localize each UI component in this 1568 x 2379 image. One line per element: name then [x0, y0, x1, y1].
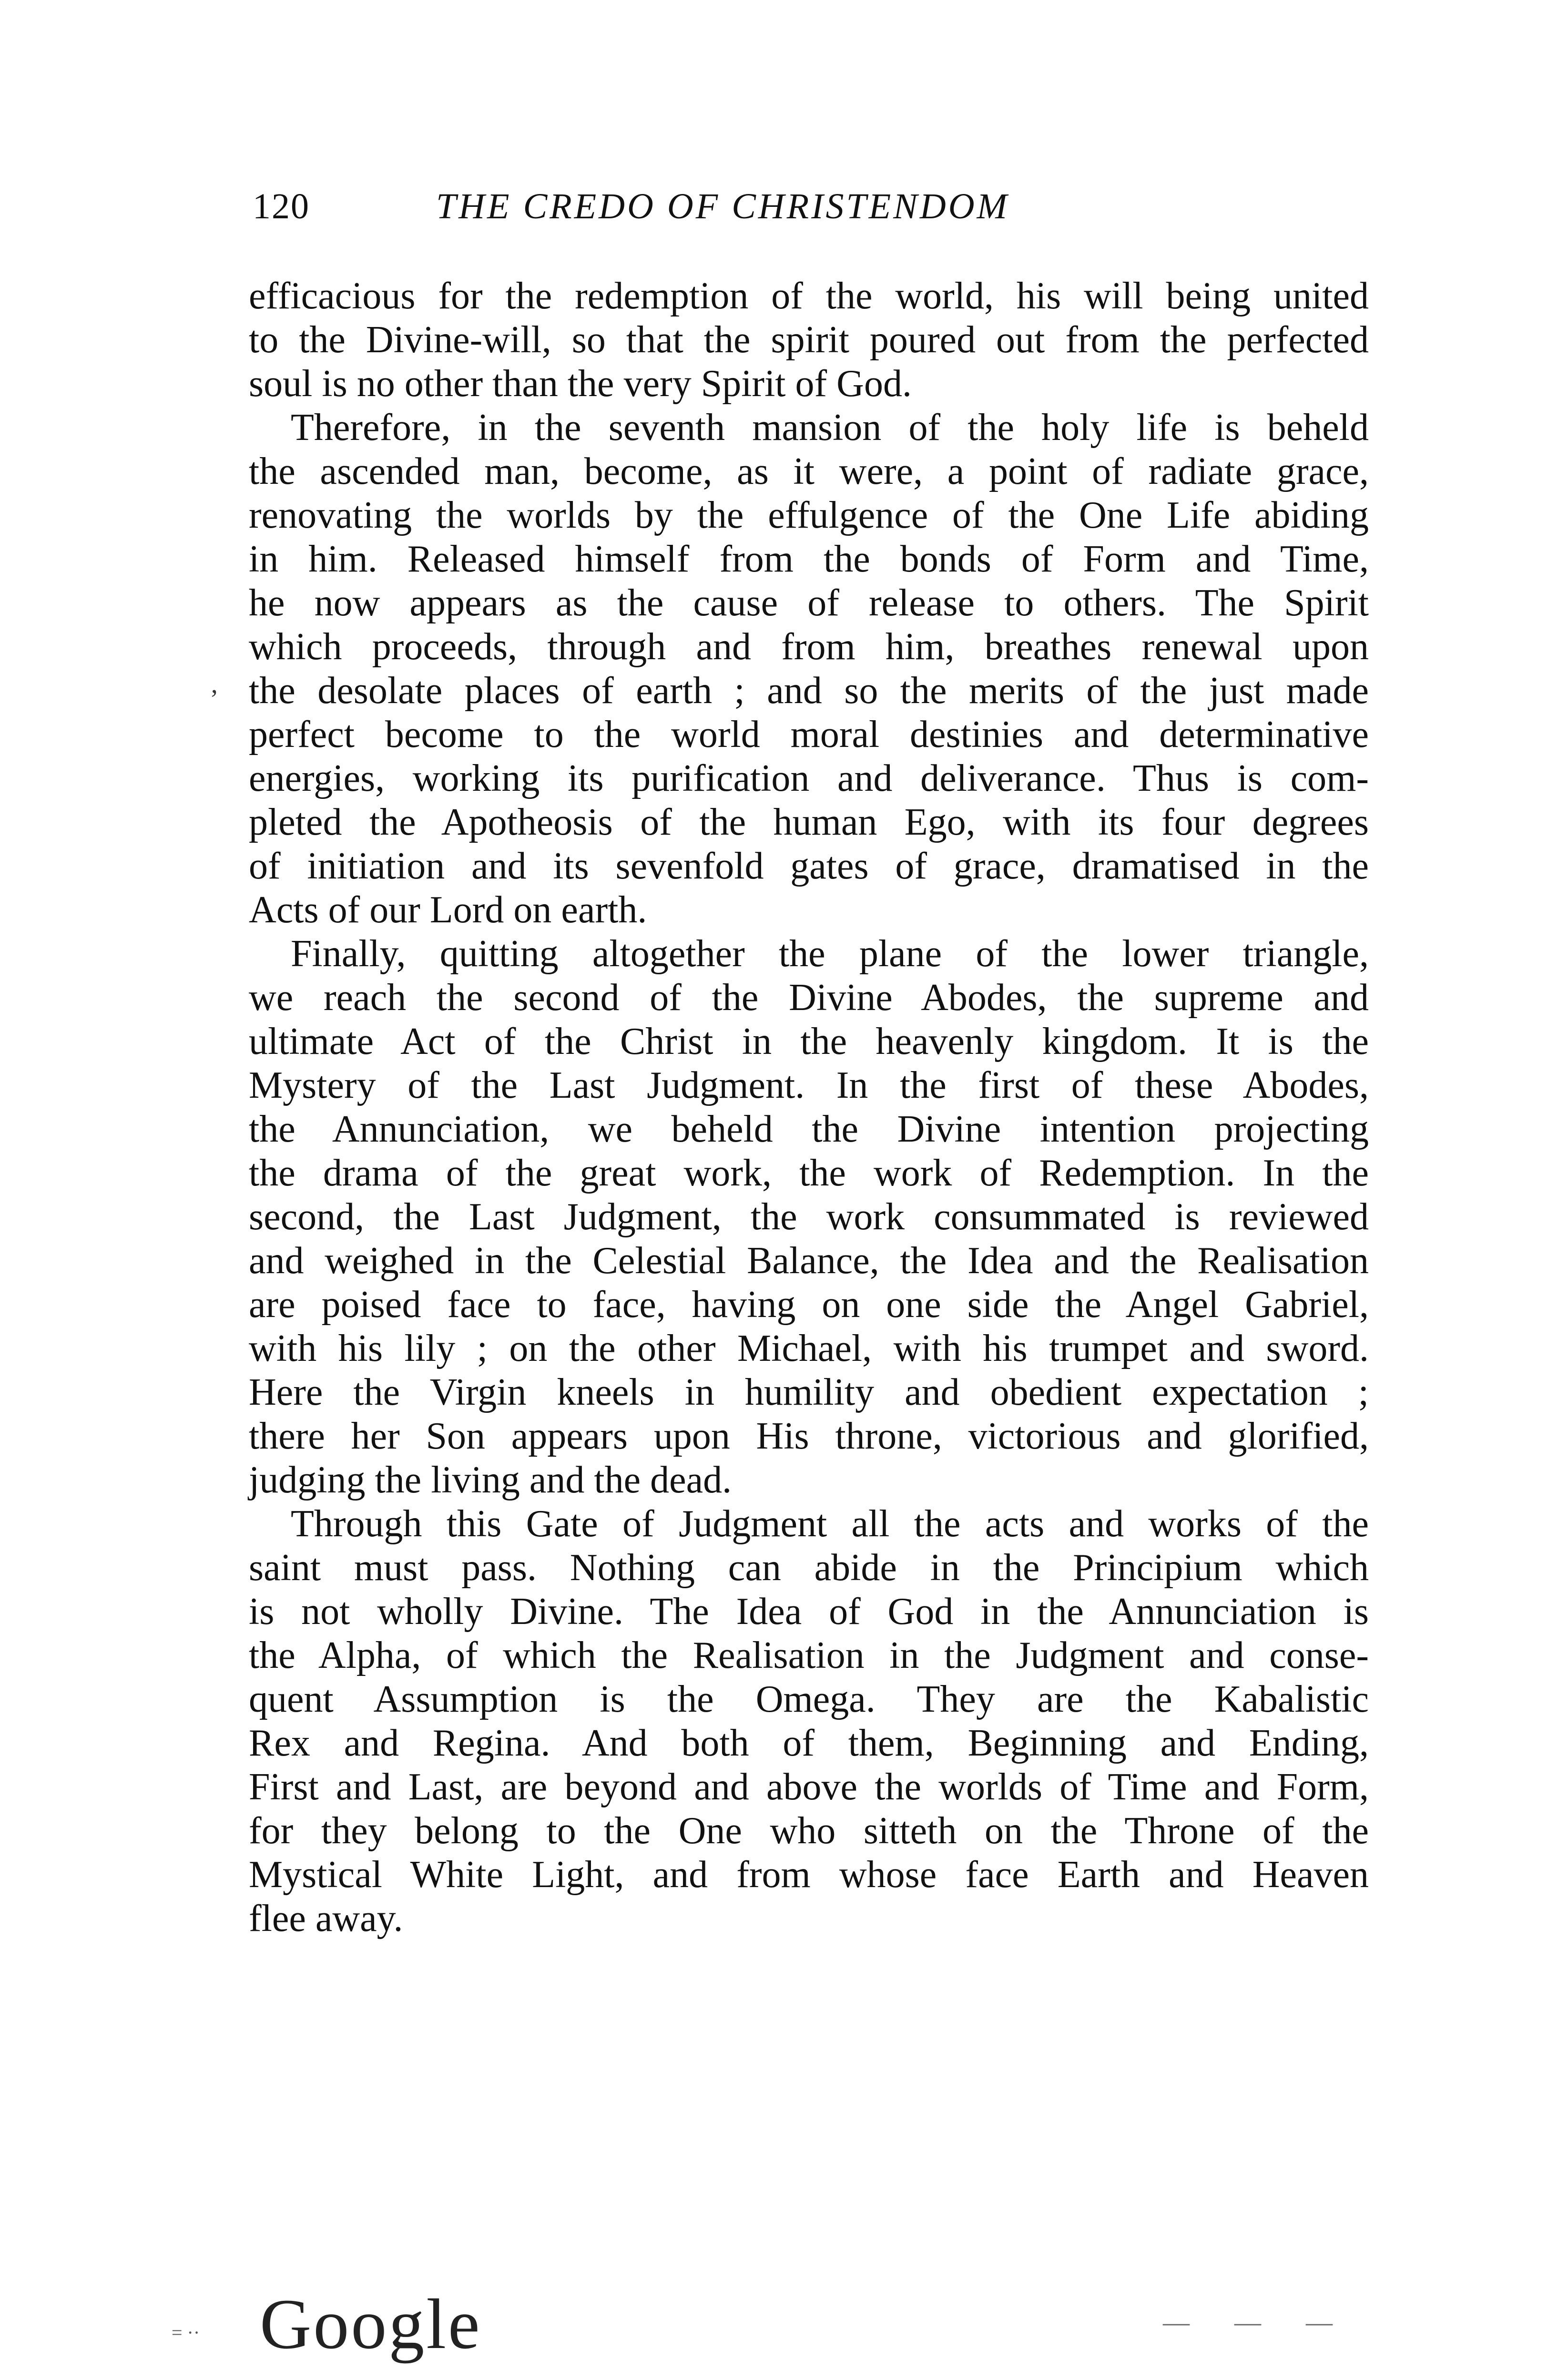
text-line: energies, working its purification and deliverance. Thus is com- [249, 757, 1369, 799]
text-line: Therefore, in the seventh mansion of the holy life is beheld [291, 407, 1369, 449]
text-line: Mystical White Light, and from whose face Earth and Heaven [249, 1854, 1369, 1896]
text-line: are poised face to face, having on one side the Angel Gabriel, [249, 1284, 1369, 1326]
text-line: we reach the second of the Divine Abodes, the supreme and [249, 977, 1369, 1019]
text-line: soul is no other than the very Spirit of God. [249, 363, 912, 405]
text-line: Through this Gate of Judgment all the acts and works of the [291, 1503, 1369, 1545]
page-header [0, 186, 1568, 243]
text-line: Finally, quitting altogether the plane of the lower triangle, [291, 933, 1369, 975]
text-line: which proceeds, through and from him, breathes renewal upon [249, 626, 1369, 668]
text-line: perfect become to the world moral destinies and determinative [249, 714, 1369, 756]
footer-scan-mark-left: = ·· [172, 2322, 200, 2343]
page-number: 120 [253, 186, 310, 226]
text-line: Rex and Regina. And both of them, Beginning and Ending, [249, 1722, 1369, 1764]
text-line: to the Divine-will, so that the spirit poured out from the perfected [249, 319, 1369, 361]
text-line: judging the living and the dead. [249, 1459, 732, 1501]
text-line: with his lily ; on the other Michael, with his trumpet and sword. [249, 1327, 1369, 1369]
text-line: Acts of our Lord on earth. [249, 889, 647, 931]
body-text [249, 274, 1369, 1940]
text-line: flee away. [249, 1898, 403, 1940]
running-title: THE CREDO OF CHRISTENDOM [436, 186, 1009, 226]
google-watermark: Google [260, 2285, 482, 2364]
text-line: he now appears as the cause of release to others. The Spirit [249, 582, 1369, 624]
text-line: saint must pass. Nothing can abide in the Principium which [249, 1547, 1369, 1589]
text-line: of initiation and its sevenfold gates of grace, dramatised in the [249, 845, 1369, 887]
text-line: renovating the worlds by the effulgence of the One Life abiding [249, 494, 1369, 536]
text-line: is not wholly Divine. The Idea of God in the Annunciation is [249, 1591, 1369, 1633]
text-line: and weighed in the Celestial Balance, the Idea and the Realisation [249, 1240, 1369, 1282]
text-line: the Annunciation, we beheld the Divine intention projecting [249, 1108, 1369, 1150]
text-line: the desolate places of earth ; and so the merits of the just made [249, 670, 1369, 712]
footer-scan-mark-right: — — — [1163, 2308, 1352, 2337]
text-line: for they belong to the One who sitteth on the Throne of the [249, 1810, 1369, 1852]
text-line: efficacious for the redemption of the world, his will being united [249, 275, 1369, 317]
text-line: ultimate Act of the Christ in the heavenly kingdom. It is the [249, 1021, 1369, 1062]
text-line: Here the Virgin kneels in humility and obedient expectation ; [249, 1371, 1369, 1413]
text-line: there her Son appears upon His throne, victorious and glorified, [249, 1415, 1369, 1457]
margin-mark: ’ [210, 684, 219, 714]
text-line: Mystery of the Last Judgment. In the first of these Abodes, [249, 1064, 1369, 1106]
text-line: the drama of the great work, the work of Redemption. In the [249, 1152, 1369, 1194]
text-line: the Alpha, of which the Realisation in the Judgment and conse- [249, 1634, 1369, 1676]
text-line: the ascended man, become, as it were, a point of radiate grace, [249, 450, 1369, 492]
text-line: First and Last, are beyond and above the worlds of Time and Form, [249, 1766, 1369, 1808]
text-line: in him. Released himself from the bonds of Form and Time, [249, 538, 1369, 580]
text-line: second, the Last Judgment, the work consummated is reviewed [249, 1196, 1369, 1238]
text-line: pleted the Apotheosis of the human Ego, with its four degrees [249, 801, 1369, 843]
text-line: quent Assumption is the Omega. They are the Kabalistic [249, 1678, 1369, 1720]
